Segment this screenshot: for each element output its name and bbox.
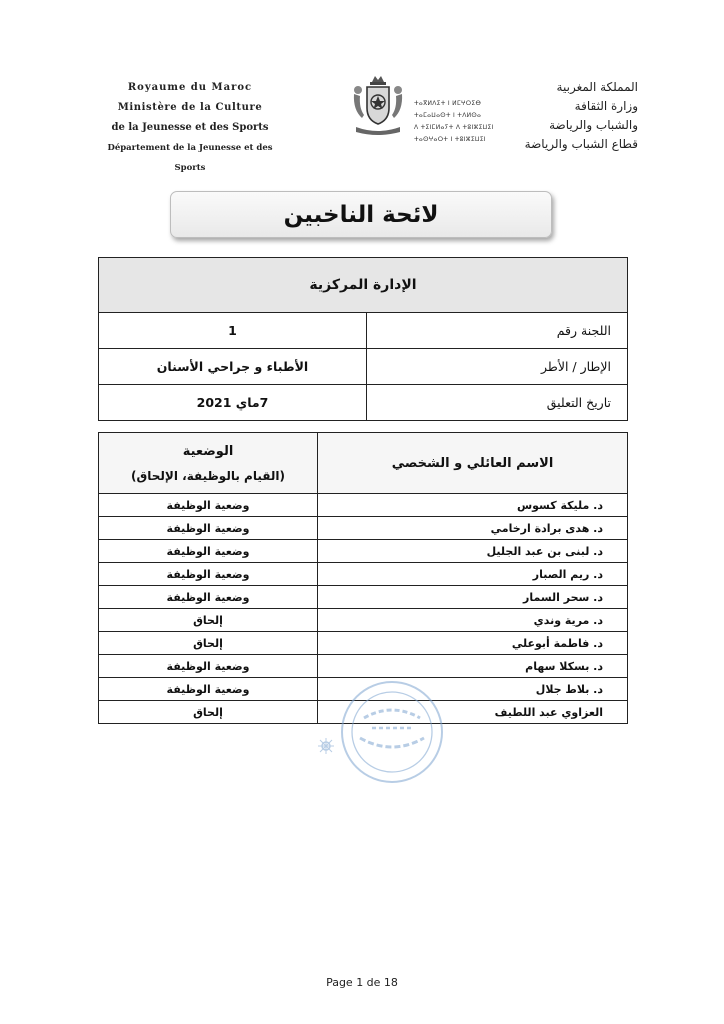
voter-name: د. ريم الصبار — [318, 563, 628, 586]
arabic-header — [508, 78, 638, 154]
table-row — [99, 586, 628, 609]
info-label: اللجنة رقم — [367, 313, 628, 349]
document-title: لائحة الناخبين — [170, 191, 552, 238]
header-tifinagh-line: ⵜⴰⴳⵍⴷⵉⵜ ⵏ ⵍⵎⵖⵔⵉⴱ — [414, 100, 482, 107]
info-row — [99, 349, 628, 385]
header-tifinagh-line: ⴷ ⵜⵉⵏⵎⵍⴰⵢⵜ ⴷ ⵜⵓⵏⵣⵉⵡⵉⵏ — [414, 124, 494, 131]
header-fr-line: Département de la Jeunesse et des Sports — [107, 143, 273, 173]
voter-name: د. سحر السمار — [318, 586, 628, 609]
info-row — [99, 385, 628, 421]
voter-status: إلحاق — [99, 701, 318, 724]
info-value: 7ماي 2021 — [99, 385, 367, 421]
info-value: الأطباء و جراحي الأسنان — [99, 349, 367, 385]
french-header — [100, 78, 280, 178]
header-fr-line: de la Jeunesse et des Sports — [111, 122, 269, 133]
table-row — [99, 540, 628, 563]
table-row — [99, 609, 628, 632]
info-value: 1 — [99, 313, 367, 349]
tifinagh-header — [414, 98, 494, 146]
column-header-name: الاسم العائلي و الشخصي — [318, 433, 628, 494]
table-header-row — [99, 433, 628, 494]
official-stamp — [314, 680, 454, 792]
voter-name: د. هدى برادة ارخامي — [318, 517, 628, 540]
header-ar-line: وزارة الثقافة — [574, 99, 638, 113]
voter-status: وضعية الوظيفة — [99, 586, 318, 609]
voter-name: د. مرية وندي — [318, 609, 628, 632]
table-row — [99, 655, 628, 678]
table-row — [99, 494, 628, 517]
voter-name: د. بلاط جلال — [318, 678, 628, 701]
table-row — [99, 563, 628, 586]
voter-name: العزاوي عبد اللطيف — [318, 701, 628, 724]
voter-name: د. بسكلا سهام — [318, 655, 628, 678]
info-label: تاريخ التعليق — [367, 385, 628, 421]
column-header-status — [99, 433, 318, 494]
table-row — [99, 632, 628, 655]
status-header-subtitle: (القيام بالوظيفة، الإلحاق) — [131, 468, 285, 483]
voter-status: إلحاق — [99, 632, 318, 655]
voter-status: وضعية الوظيفة — [99, 494, 318, 517]
header-ar-line: والشباب والرياضة — [549, 118, 638, 132]
voter-status: وضعية الوظيفة — [99, 678, 318, 701]
header-ar-line: المملكة المغربية — [556, 80, 638, 94]
coat-of-arms-emblem — [350, 74, 406, 138]
header-tifinagh-line: ⵜⴰⵙⵖⴰⵔⵜ ⵏ ⵜⵓⵏⵣⵉⵡⵉⵏ — [414, 136, 486, 143]
voter-status: إلحاق — [99, 609, 318, 632]
voter-status: وضعية الوظيفة — [99, 540, 318, 563]
voter-name: د. فاطمة أبوعلي — [318, 632, 628, 655]
info-label: الإطار / الأطر — [367, 349, 628, 385]
header-fr-line: Ministère de la Culture — [117, 102, 263, 113]
voter-status: وضعية الوظيفة — [99, 655, 318, 678]
header-fr-line: Royaume du Maroc — [127, 82, 253, 93]
info-row — [99, 313, 628, 349]
page-number: Page 1 de 18 — [326, 976, 398, 989]
voter-status: وضعية الوظيفة — [99, 517, 318, 540]
info-heading: الإدارة المركزية — [99, 258, 628, 313]
voter-name: د. مليكة كسوس — [318, 494, 628, 517]
status-header-title: الوضعية — [182, 443, 234, 459]
header-tifinagh-line: ⵜⴰⵎⴰⵡⴰⵙⵜ ⵏ ⵜⴷⵍⵙⴰ — [414, 112, 482, 119]
voter-status: وضعية الوظيفة — [99, 563, 318, 586]
committee-info-table — [98, 257, 628, 421]
header-ar-line: قطاع الشباب والرياضة — [524, 137, 638, 151]
voter-name: د. لبنى بن عبد الجليل — [318, 540, 628, 563]
table-row — [99, 517, 628, 540]
